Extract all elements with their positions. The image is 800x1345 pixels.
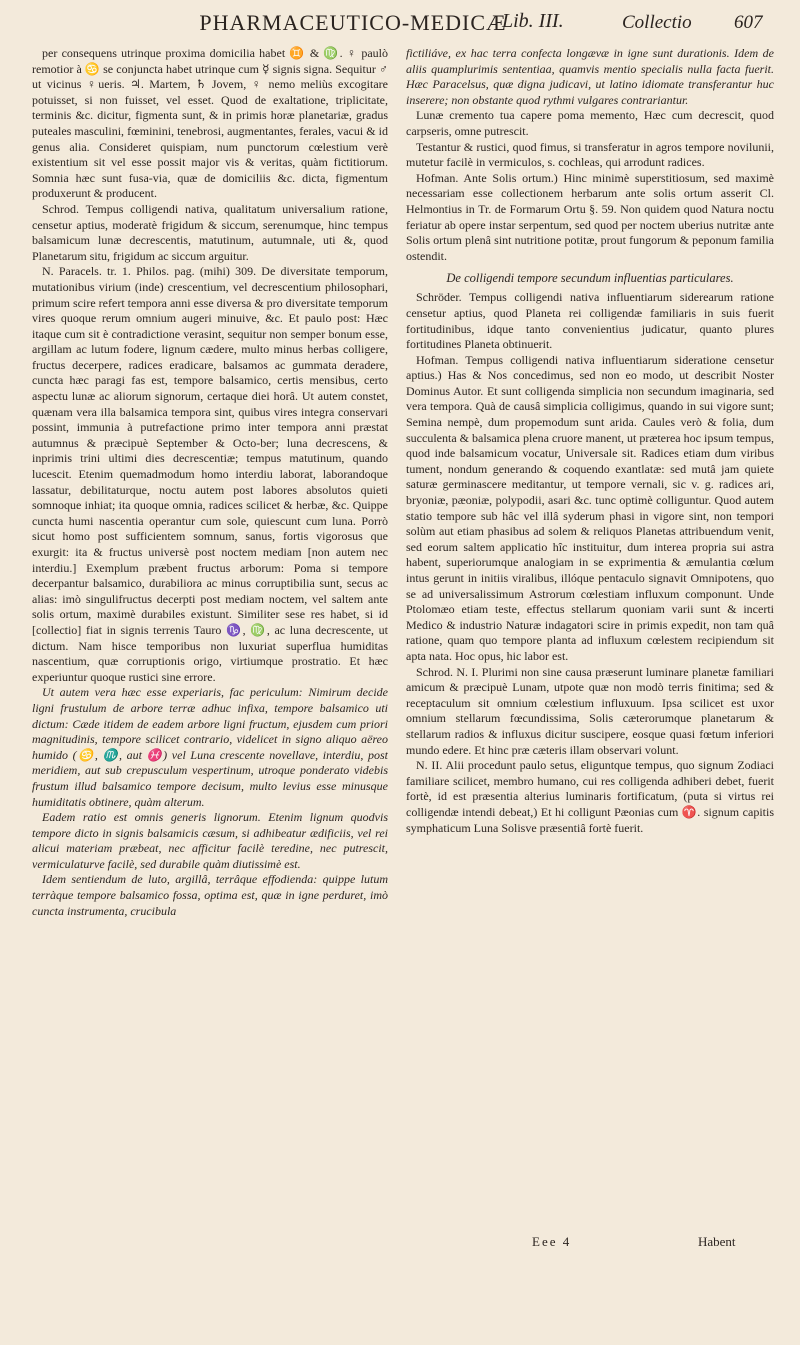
- paragraph: Ut autem vera hæc esse experiaris, fac periculum: Nimirum decide ligni frustulum de arbore terræ adhuc infixa, tempore balsamico uti dictum: Cæde itidem de eadem arbore ligni fructum, ejusdem cum priori magnitudinis, tempore scilicet contrario, videlicet in signo aliquo aëreo humido (♋, ♏, aut ♓) vel Luna crescente novellave, interdiu, post meridiem, aut sub crepusculum vespertinum, utroque ponderato videbis frustum illud balsamico tempore decisum, multo levius esse minusque humiditatis obtinere, quàm alterum.: [32, 685, 388, 809]
- book-number: Lib. III.: [502, 10, 564, 32]
- signature-mark: Eee 4: [532, 1234, 572, 1249]
- paragraph: Schrod. Tempus colligendi nativa, qualitatum universalium ratione, censetur aptius, moderatè frigidum & siccum, serenumque, hinc tempus balsamicum lunæ decrescentis, matutinum, autumnale, uti &, quod Planetarum situ, frigidum ac siccum arguitur.: [32, 201, 388, 263]
- paragraph: Eadem ratio est omnis generis lignorum. Etenim lignum quodvis tempore dicto in signis balsamicis cæsum, si adhibeatur ædificiis, vel rei alicui materiam præbeat, nec afficitur facilè teredine, nec putrescit, vermiculaturve facilè, sed durabile quàm diutissimè est.: [32, 810, 388, 871]
- paragraph: Idem sentiendum de luto, argillâ, terrâque effodienda: quippe lutum terràque tempore balsamico fossa, optima est, quæ in igne perduret, imò cuncta instrumenta, crucibula: [32, 872, 388, 918]
- paragraph: Schröder. Tempus colligendi nativa influentiarum siderearum ratione censetur aptius, quod Planeta rei colligendæ familiaris in suis fuerit fortitudinibus, idque tanto convenientius judicatur, quanto plures fortitudines Planeta obtinuerit.: [406, 290, 774, 352]
- running-title: PHARMACEUTICO-MEDICÆ: [199, 10, 507, 35]
- left-column: [32, 46, 388, 1317]
- text-columns: [32, 46, 774, 1317]
- page-footer: [32, 1234, 774, 1256]
- paragraph: Schrod. N. I. Plurimi non sine causa præserunt luminare planetæ familiari amicum & præcipuè Lunam, utpote quæ non modò terris finitima; sed & receptaculum sit omnium cœlestium influxuum. Ipsa scilicet est uxor omnium stellarum fœcundissima, Solis cæterorumque planetarum & stellarum radios & influxus dicitur suscipere, eosque quasi fœtum inferiori mundo edere. Et hinc præ cæteris illam observari volunt.: [406, 664, 774, 757]
- catchword: Habent: [698, 1234, 736, 1249]
- paragraph: N. II. Alii procedunt paulo setus, eliguntque tempus, quo signum Zodiaci familiare scilicet, membro humano, cui res colligenda adhiberi debet, fuerit fortè, id est præsentia alterius luminaris fortificatum, (puta si virtus rei colligendæ intendi debeat,) Et hi colligunt Pæonias cum ♈. signum capitis symphaticum Luna Solisve præsentiâ fortè fuerit.: [406, 758, 774, 835]
- verse: Lunæ cremento tua capere poma memento, Hæc cum decrescit, quod carpseris, omne putrescit.: [406, 108, 774, 138]
- paragraph: Hofman. Ante Solis ortum.) Hinc minimè superstitiosum, sed maximè necessariam esse collectionem herbarum ante solis ortum asserit Cl. Helmontius in Tr. de Formarum Ortu §. 59. Non quidem quod Natura noctu feriatur ab opere instar serpentum, sed quod per noctem uberius nutritæ ante Solis ortum plenâ sint nutritione potitæ, prout fungorum & peponum familia ostendit.: [406, 170, 774, 263]
- section-heading: De colligendi tempore secundum influentias particulares.: [446, 271, 734, 286]
- paragraph: Testantur & rustici, quod fimus, si transferatur in agros tempore novilunii, mutetur facilè in vermiculos, s. cochleas, qui arrodunt radices.: [406, 139, 774, 170]
- page-number: 607: [734, 12, 763, 33]
- section-label: Collectio: [622, 12, 692, 33]
- paragraph: N. Paracels. tr. 1. Philos. pag. (mihi) 309. De diversitate temporum, mutationibus virium (inde) crescentium, vel decrescentium philosophari, primum scire refert tempora anni esse diversa & pro diversitate temporum vires quoque rerum omnium augeri minuive, &c. Et paulo post: Hæc itaque cum sit è contradictione verasint, sequitur non semper bonum esse, argillam ac lutum fodere, lignum cædere, multo minus herbas colligere, fructus decerpere, radices eradicare, balsamos ac gummata deradere, cuncta hæc paragi fas est, tempore balsamico, certis mensibus, certo aspectu lunæ ac aliorum signorum, certaque diei horâ. Ut autem constet, quænam vera illa balsamica tempora sint, quibus vires integra conservari possint, immunia à putrefactione primo inter tempora anni præstat autumnus & præcipuè September & Octo-ber; luna decrescens, & inprimis trini ultimi dies decrescentiæ; tempus matutinum, quando lucescit. Etenim quemadmodum homo interdiu laborat, laborandoque lassatur, debilitaturque, noctu autem post labores absolutos quieti somnoque inhiat; ita quoque omnia, radices scilicet & herbæ, &c. Quippe cuncta humi nascentia operantur cum sole, quiescunt cum luna. Porrò sicut homo post sufficientem somnum, sanus, fortis vigorosus que exurgit: ita & fructus universè post noctem mediam [non autem nec interdiu.] Exemplum præbent fructus arborum: Poma si tempore decerpantur balsamico, durabiliora ac minus corruptibilia sunt, secus ac alias: imò singulifructus decerpti post mediam noctem, vel saltem ante solis ortum, maximè durabiles existunt. Similiter sese res habet, si id [collectio] fiat in signis terrenis Tauro ♑, ♍, ac luna decrescente, ut dictum. Nam hisce temporibus non luxuriat superflua humiditas nascentium, quæ corruptionis origo, virtiumque prostratio. Et hæc experiuntur quoque rustici sine errore.: [32, 264, 388, 684]
- paragraph: per consequens utrinque proxima domicilia habet ♊ & ♍. ♀ paulò remotior à ♋ se conjuncta habet utrinque cum ☿ signis signa. Sequitur ♂ ut vicinus ♀ueris. ♃. Martem, ♄ Jovem, ♀ nemo meliùs excogitare potuisset, si non fuisset, vel esset. Quod de exaltatione, triplicitate, terminis &c. dicitur, figmenta sunt, & in primis horæ planetariæ, gradus puteales masculini, fœminini, tenebrosi, augmentantes, ferales, vacui & id genus alia. Consideret quispiam, num punctorum cœlestium verè existentium sit vel esse possit major vis & veritas, quàm fictitiorum. Somnia hæc sunt fusa-via, quæ de domiciliis &c. dicta, figmentum produxerunt & producent.: [32, 46, 388, 201]
- paragraph: fictiliáve, ex hac terra confecta longævæ in igne sunt durationis. Idem de aliis quamplurimis sententiaa, quamvis mentio specialis nulla facta fuerit. Hæc Paracelsus, quæ digna judicavi, ut latino idiomate transferantur huc inserere; non obstante quod rythmi vulgares contrariantur.: [406, 46, 774, 107]
- right-column: [406, 46, 774, 1317]
- paragraph: Hofman. Tempus colligendi nativa influentiarum sideratione censetur aptius.) Has & Nos concedimus, sed non eo modo, ut describit Noster Dominus Autor. Et sunt colligenda simplicia non secundum imaginaria, sed vera tempora. Quà de causâ simplicia colligimus, quando in sui vigore sunt; Semina nempè, dum propemodum sunt arida. Caules verò & folia, dum succulenta & balsamica plena cruore manent, ut præterea hoc ipsum tempus, quod inde balsamicum vocatur, Universale sit. Radices etiam dum viribus tument, nondum generando & coquendo exantlatæ: sed mutâ jam quiete saturæ germinascere meditantur, ut tempore vernali, sic v. g. radices ari, bryoniæ, pæoniæ, polypodii, asari &c. tunc optimè colliguntur. Quod autem statio tempore sub hâc vel illâ syderum phasi in vigore sint, non tempori solùm aut etiam phasibus ad solem & reliquos Planetas attribuendum venit, sed eorum saltem applicatio hîc instituitur, dum interea propria sui astra habent, superiorumque analogiam in se exprimentia & æmulantia cœlum intus gerunt in initiis viralibus, illóque pentaculo signavit Omnipotens, quo se ad universalissimum Astrorum cœlestiam influxum componunt. Unde Ptolomæo etiam teste, effectus stellarum quoniam varii sunt & incerti Medico & industrio Naturæ indagatori scire in primis expedit, non tam quâ ratione, quam quo tempore planta ad influxum cœlestem recipiendum sit apta nata. Hoc opus, hic labor est.: [406, 352, 774, 663]
- running-header: [32, 10, 774, 46]
